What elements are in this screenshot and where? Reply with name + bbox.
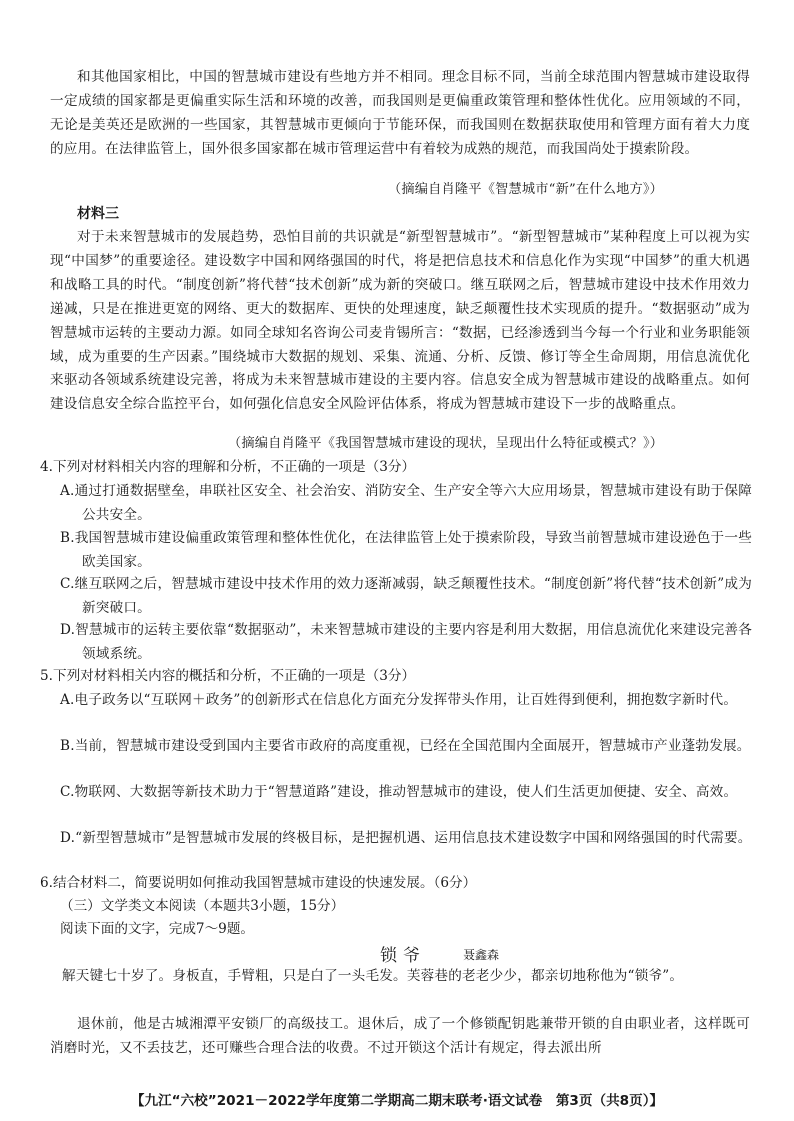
material3-source: （摘编自肖隆平《我国智慧城市建设的现状，呈现出什么特征或模式？》）: [228, 436, 664, 451]
question-5-option-b: B.当前，智慧城市建设受到国内主要省市政府的高度重视，已经在全国范围内全面展开，智慧城市产业蓬勃发展。: [60, 738, 751, 754]
material2-source: （摘编自肖隆平《智慧城市“新”在什么地方》）: [388, 182, 664, 197]
material3-paragraph: 对于未来智慧城市的发展趋势，恐怕目前的共识就是“新型智慧城市”。“新型智慧城市”某种程度上可以视为实现“中国梦”的重要途径。建设数字中国和网络强国的时代，将是把信息技术和信息化作为实现“中国梦”的重大机遇和战略工具的时代。“制度创新”将代替“技术创新”成为新的突破口。继互联网之后，智慧城市建设中技术作用效力递减，只是在推进更宽的网络、更大的数据库、更快的处理速度，缺乏颠覆性技术实现质的提升。“数据驱动”成为智慧城市运转的主要动力源。如同全球知名咨询公司麦肯锡所言：“数据，已经渗透到当今每一个行业和业务职能领域，成为重要的生产因素。”围绕城市大数据的规划、采集、流通、分析、反馈、修订等全生命周期，用信息流优化来驱动各领域系统建设完善，将成为未来智慧城市建设的主要内容。信息安全成为智慧城市建设的战略重点。如何建设信息安全综合监控平台，如何强化信息安全风险评估体系，将成为智慧城市建设下一步的战略重点。: [50, 229, 750, 413]
section-3-instruction: 阅读下面的文字，完成7～9题。: [60, 921, 255, 937]
question-4-stem: 4.下列对材料相关内容的理解和分析，不正确的一项是（3分）: [40, 459, 416, 475]
question-6: 6.结合材料二，简要说明如何推动我国智慧城市建设的快速发展。（6分）: [40, 875, 477, 891]
material3-heading: 材料三: [77, 206, 119, 222]
page-footer: 【九江“六校”2021－2022学年度第二学期高二期末联考·语文试卷 第3页（共8页）】: [130, 1093, 664, 1109]
material2-closing-paragraph: 和其他国家相比，中国的智慧城市建设有些地方并不相同。理念目标不同，当前全球范围内智慧城市建设取得一定成绩的国家都是更偏重实际生活和环境的改善，而我国则是更偏重政策管理和整体性优化。应用领域的不同，无论是美英还是欧洲的一些国家，其智慧城市更倾向于节能环保，而我国则在数据获取使用和管理方面有着大力度的应用。在法律监管上，国外很多国家都在城市管理运营中有着较为成熟的规范，而我国尚处于摸索阶段。: [50, 69, 750, 157]
question-5-stem: 5.下列对材料相关内容的概括和分析，不正确的一项是（3分）: [40, 668, 416, 684]
story-author: 聂鑫森: [463, 948, 500, 962]
question-5-option-c: C.物联网、大数据等新技术助力于“智慧道路”建设，推动智慧城市的建设，使人们生活更加便捷、安全、高效。: [60, 784, 738, 800]
question-4-option-c: C.继互联网之后，智慧城市建设中技术作用的效力逐渐减弱，缺乏颠覆性技术。“制度创新”将代替“技术创新”成为新突破口。: [60, 576, 752, 616]
question-5-option-d: D.“新型智慧城市”是智慧城市发展的终极目标，是把握机遇、运用信息技术建设数字中国和网络强国的时代需要。: [60, 830, 752, 846]
question-4-option-a: A.通过打通数据壁垒，串联社区安全、社会治安、消防安全、生产安全等六大应用场景，智慧城市建设有助于保障公共安全。: [60, 483, 752, 523]
story-paragraph-1: 解天键七十岁了。身板直，手臂粗，只是白了一头毛发。芙蓉巷的老老少少，都亲切地称他为“锁爷”。: [62, 968, 684, 984]
question-5-option-a: A.电子政务以“互联网＋政务”的创新形式在信息化方面充分发挥带头作用，让百姓得到便利，拥抱数字新时代。: [60, 692, 738, 708]
question-4-option-d: D.智慧城市的运转主要依靠“数据驱动”，未来智慧城市建设的主要内容是利用大数据，用信息流优化来建设完善各领域系统。: [60, 622, 752, 662]
section-3-heading: （三）文学类文本阅读（本题共3小题，15分）: [60, 898, 345, 914]
story-title: 锁爷: [380, 946, 426, 966]
story-paragraph-2: 退休前，他是古城湘潭平安锁厂的高级技工。退休后，成了一个修锁配钥匙兼带开锁的自由职业者，这样既可消磨时光，又不丢技艺，还可赚些合理合法的收费。不过开锁这个活计有规定，得去派出所: [50, 1016, 750, 1056]
question-4-option-b: B.我国智慧城市建设偏重政策管理和整体性优化，在法律监管上处于摸索阶段，导致当前智慧城市建设逊色于一些欧美国家。: [60, 530, 752, 570]
